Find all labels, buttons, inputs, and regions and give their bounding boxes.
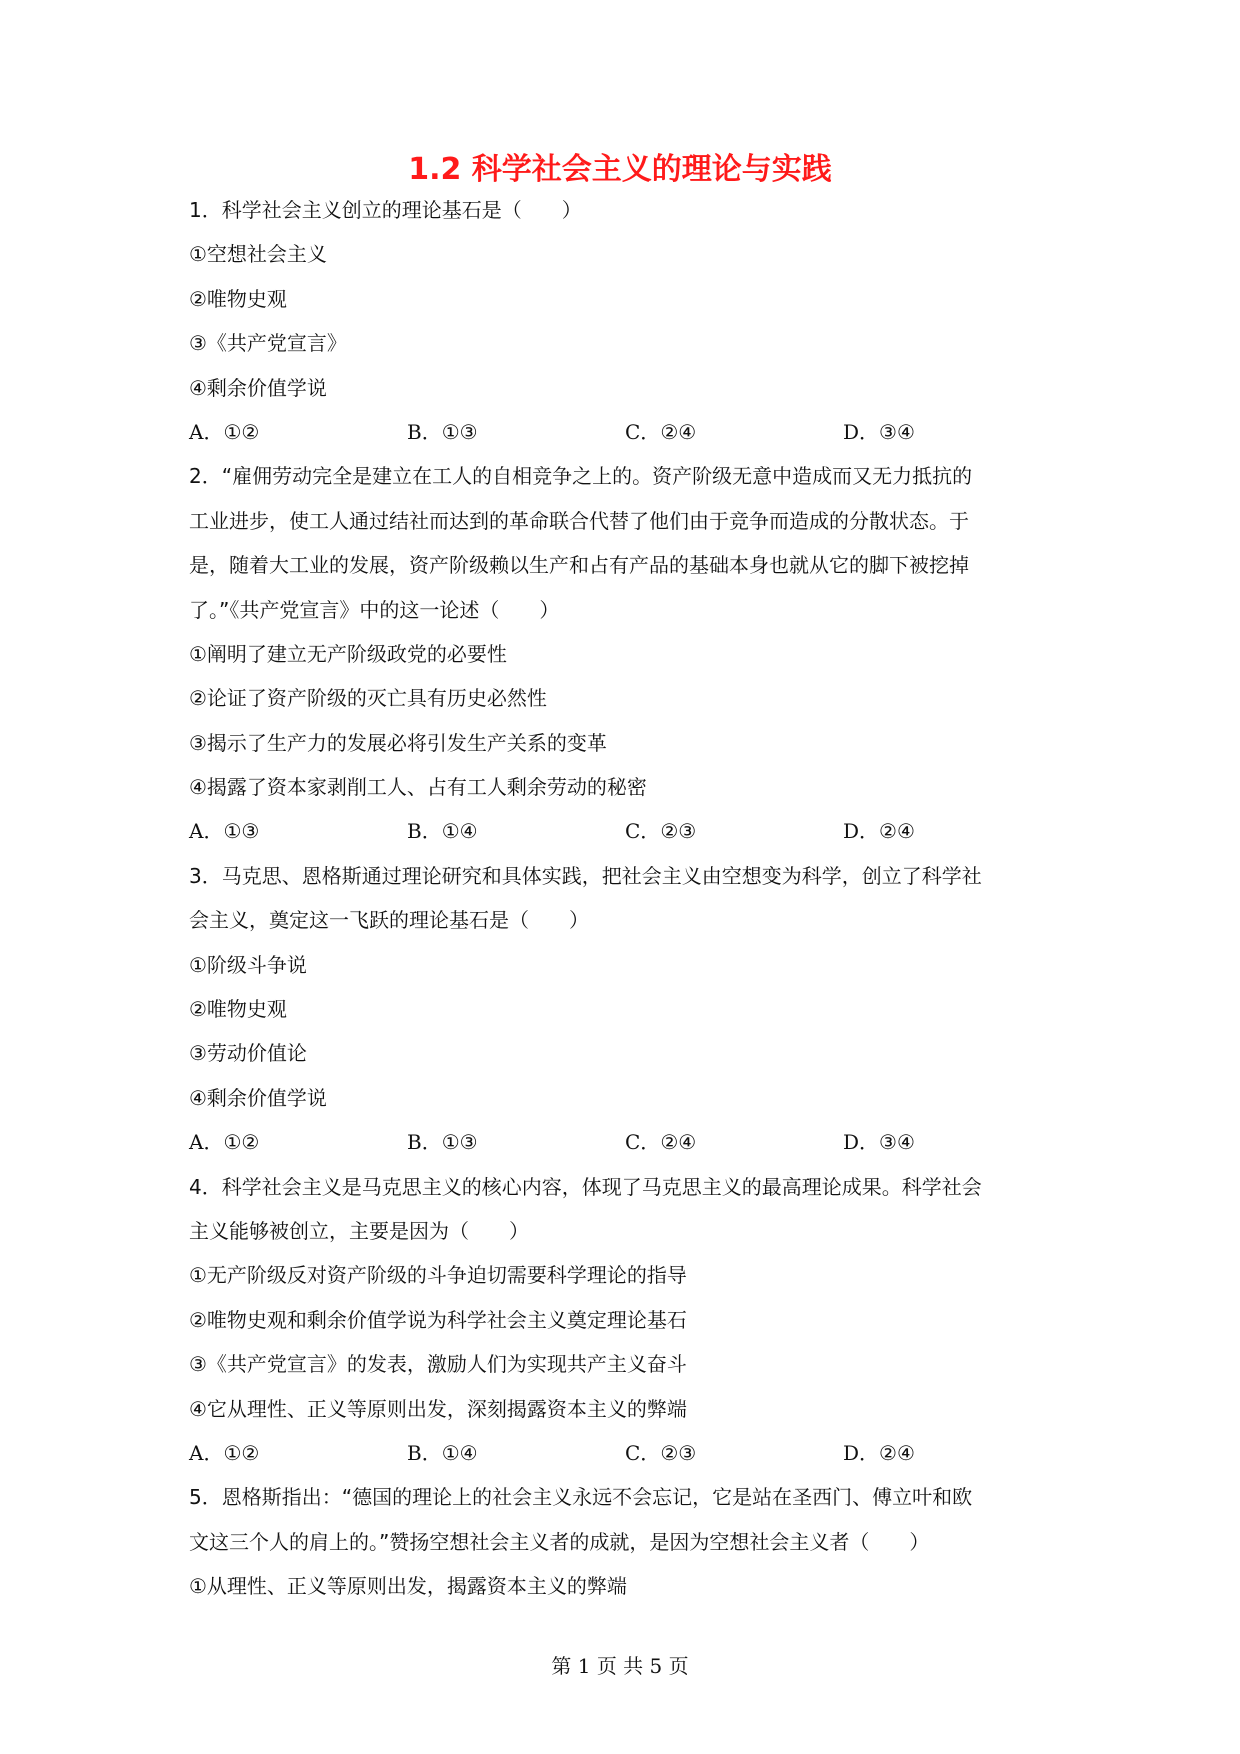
statement-item: ③《共产党宣言》: [189, 331, 347, 356]
statement-item: ②唯物史观: [189, 286, 287, 311]
question-stem: 了。”《共产党宣言》中的这一论述（ ）: [189, 597, 560, 622]
page-title: 1.2 科学社会主义的理论与实践: [408, 152, 832, 187]
question-stem: 主义能够被创立，主要是因为（ ）: [189, 1218, 529, 1243]
option-a: A．①②: [189, 1440, 260, 1465]
question-stem: 4．科学社会主义是马克思主义的核心内容，体现了马克思主义的最高理论成果。科学社会: [189, 1174, 982, 1199]
statement-item: ②唯物史观和剩余价值学说为科学社会主义奠定理论基石: [189, 1307, 687, 1332]
statement-item: ①从理性、正义等原则出发，揭露资本主义的弊端: [189, 1574, 627, 1599]
answer-options: [189, 1431, 1069, 1475]
option-c: C．②④: [625, 419, 697, 444]
question-stem: 5．恩格斯指出：“德国的理论上的社会主义永远不会忘记，它是站在圣西门、傅立叶和欧: [189, 1485, 973, 1510]
option-b: B．①③: [407, 419, 478, 444]
statement-item: ①空想社会主义: [189, 242, 327, 267]
question-stem: 3．马克思、恩格斯通过理论研究和具体实践，把社会主义由空想变为科学，创立了科学社: [189, 863, 982, 888]
answer-options: [189, 809, 1069, 853]
answer-options: [189, 410, 1069, 454]
question-stem: 2．“雇佣劳动完全是建立在工人的自相竞争之上的。资产阶级无意中造成而又无力抵抗的: [189, 464, 973, 489]
statement-item: ④揭露了资本家剥削工人、占有工人剩余劳动的秘密: [189, 775, 647, 800]
question-2: [189, 454, 1069, 854]
question-stem: 文这三个人的肩上的。”赞扬空想社会主义者的成就，是因为空想社会主义者（ ）: [189, 1529, 930, 1554]
statement-item: ④它从理性、正义等原则出发，深刻揭露资本主义的弊端: [189, 1396, 687, 1421]
question-4: [189, 1165, 1069, 1476]
statement-item: ②论证了资产阶级的灭亡具有历史必然性: [189, 686, 547, 711]
option-b: B．①④: [407, 819, 478, 844]
option-b: B．①④: [407, 1440, 478, 1465]
statement-item: ④剩余价值学说: [189, 1085, 327, 1110]
option-d: D．③④: [843, 419, 915, 444]
question-3: [189, 854, 1069, 1165]
option-a: A．①②: [189, 1130, 260, 1155]
question-stem: 工业进步，使工人通过结社而达到的革命联合代替了他们由于竞争而造成的分散状态。于: [189, 508, 969, 533]
option-d: D．③④: [843, 1130, 915, 1155]
option-c: C．②③: [625, 1440, 697, 1465]
option-c: C．②④: [625, 1130, 697, 1155]
question-1: [189, 188, 1069, 454]
question-stem: 1．科学社会主义创立的理论基石是（ ）: [189, 198, 582, 222]
statement-item: ②唯物史观: [189, 997, 287, 1022]
question-list: [189, 188, 1069, 1609]
statement-item: ①阶级斗争说: [189, 952, 307, 977]
statement-item: ③劳动价值论: [189, 1041, 307, 1066]
statement-item: ①阐明了建立无产阶级政党的必要性: [189, 641, 507, 666]
page-footer: 第 1 页 共 5 页: [551, 1654, 689, 1678]
question-stem: 是，随着大工业的发展，资产阶级赖以生产和占有产品的基础本身也就从它的脚下被挖掉: [189, 553, 969, 578]
statement-item: ④剩余价值学说: [189, 375, 327, 400]
question-5: [189, 1475, 1069, 1608]
option-d: D．②④: [843, 819, 915, 844]
option-b: B．①③: [407, 1130, 478, 1155]
question-stem: 会主义，奠定这一飞跃的理论基石是（ ）: [189, 908, 589, 933]
option-a: A．①③: [189, 819, 260, 844]
statement-item: ③《共产党宣言》的发表，激励人们为实现共产主义奋斗: [189, 1352, 687, 1377]
option-c: C．②③: [625, 819, 697, 844]
statement-item: ①无产阶级反对资产阶级的斗争迫切需要科学理论的指导: [189, 1263, 687, 1288]
answer-options: [189, 1120, 1069, 1164]
option-a: A．①②: [189, 419, 260, 444]
statement-item: ③揭示了生产力的发展必将引发生产关系的变革: [189, 730, 607, 755]
option-d: D．②④: [843, 1440, 915, 1465]
